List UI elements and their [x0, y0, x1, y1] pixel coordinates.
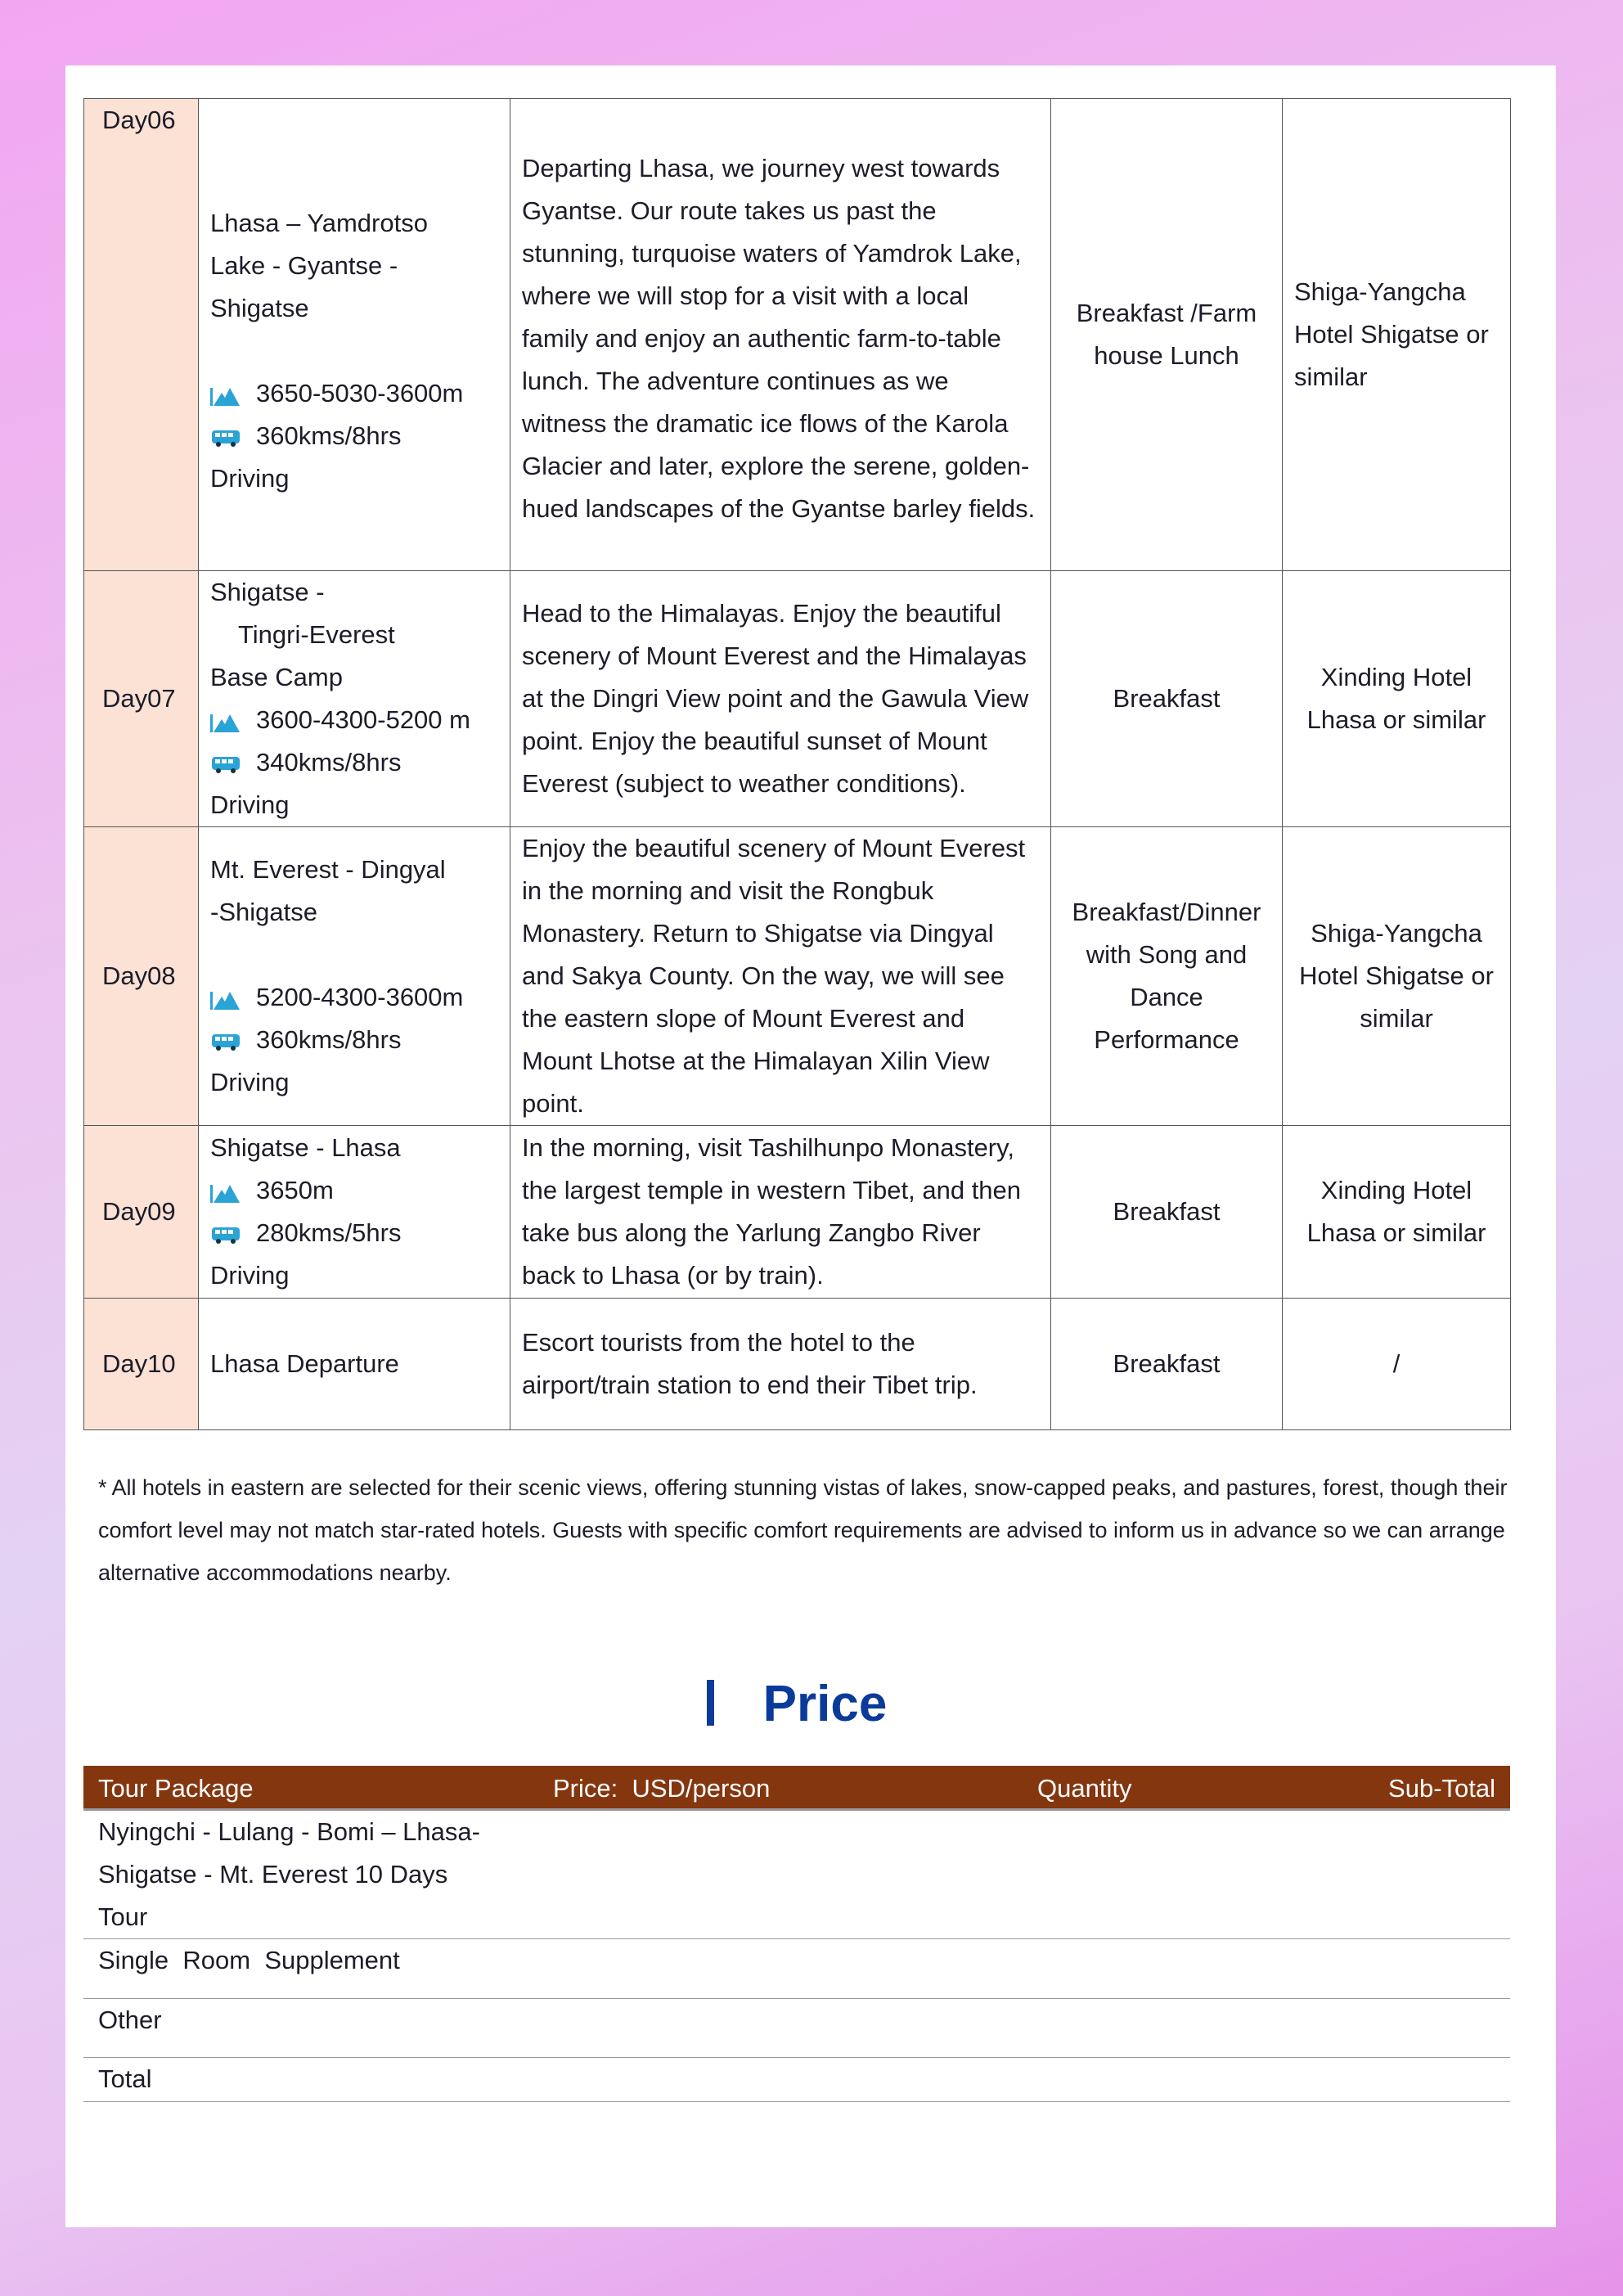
row-label: Single Room Supplement: [98, 1946, 400, 1974]
transport-mode: Driving: [210, 1068, 290, 1096]
header-subtotal: Sub-Total: [1388, 1774, 1495, 1803]
row-label: Other: [98, 2006, 162, 2034]
meals-cell: Breakfast/Dinner with Song and Dance Performance: [1051, 827, 1283, 1126]
header-quantity: Quantity: [1037, 1774, 1132, 1803]
transport-mode: Driving: [210, 464, 290, 493]
hotel-cell: Shiga-Yangcha Hotel Shigatse or similar: [1283, 827, 1511, 1126]
mountain-altitude-icon: [210, 711, 241, 732]
meals-cell: Breakfast /Farm house Lunch: [1051, 99, 1283, 571]
header-tour-package: Tour Package: [98, 1774, 254, 1803]
day-cell: Day09: [84, 1126, 199, 1299]
bus-icon: [210, 754, 241, 775]
itinerary-row: [84, 99, 1511, 571]
altitude-line: [210, 1169, 498, 1212]
hotel-cell: Xinding Hotel Lhasa or similar: [1283, 1126, 1511, 1299]
route-cell: [199, 1299, 510, 1430]
distance-line: [210, 741, 498, 784]
distance-text: 360kms/8hrs: [256, 1025, 402, 1054]
route-line: Lhasa – Yamdrotso: [210, 209, 428, 237]
altitude-line: [210, 976, 498, 1019]
page-content: [83, 98, 1510, 2102]
description-cell: Departing Lhasa, we journey west towards Gyantse. Our route takes us past the stunning, turquoise waters of Yamdrok Lake, where we will stop for a visit with a local family and enjoy an authentic farm-to-table lunch. The adventure continues as we witness the dramatic ice flows of the Karola Glacier and later, explore the serene, golden-hued landscapes of the Gyantse barley fields.: [510, 99, 1051, 571]
itinerary-row: [84, 571, 1511, 827]
route-line: Lake - Gyantse -: [210, 251, 398, 280]
title-bar-icon: [707, 1680, 714, 1726]
hotel-cell: Shiga-Yangcha Hotel Shigatse or similar: [1283, 99, 1511, 571]
row-label: Nyingchi - Lulang - Bomi – Lhasa-Shigatse - Mt. Everest 10 Days Tour: [98, 1817, 480, 1931]
day-cell: Day08: [84, 827, 199, 1126]
price-row-other: [83, 1999, 1510, 2058]
description-cell: Escort tourists from the hotel to the airport/train station to end their Tibet trip.: [510, 1299, 1051, 1430]
itinerary-row: [84, 1126, 1511, 1299]
distance-text: 280kms/5hrs: [256, 1218, 402, 1247]
route-cell: [199, 571, 510, 827]
route-line: -Shigatse: [210, 898, 317, 926]
itinerary-row: [84, 1299, 1511, 1430]
distance-line: [210, 415, 498, 457]
route-line: Shigatse: [210, 294, 309, 322]
hotel-footnote: * All hotels in eastern are selected for their scenic views, offering stunning vistas of lakes, snow-capped peaks, and pastures, forest, though their comfort level may not match star-rated hotels. Guests with specific comfort requirements are advised to inform us in advance so we can arrange alternative accommodations nearby.: [98, 1475, 1508, 1585]
price-row-single-room: [83, 1939, 1510, 1999]
route-line: Shigatse - Lhasa: [210, 1133, 401, 1162]
route-line: Lhasa Departure: [210, 1349, 399, 1378]
route-cell: [199, 1126, 510, 1299]
meals-cell: Breakfast: [1051, 1126, 1283, 1299]
price-row-total: [83, 2058, 1510, 2102]
bus-icon: [210, 1031, 241, 1052]
day-cell: Day10: [84, 1299, 199, 1430]
distance-line: [210, 1212, 498, 1254]
route-line: Base Camp: [210, 663, 343, 691]
description-cell: Enjoy the beautiful scenery of Mount Everest in the morning and visit the Rongbuk Monastery. Return to Shigatse via Dingyal and Sakya County. On the way, we will see the eastern slope of Mount Everest and Mount Lhotse at the Himalayan Xilin View point.: [510, 827, 1051, 1126]
altitude-line: [210, 699, 498, 741]
bus-icon: [210, 427, 241, 448]
altitude-line: [210, 372, 498, 415]
route-line: Mt. Everest - Dingyal: [210, 855, 446, 884]
distance-text: 340kms/8hrs: [256, 748, 402, 777]
price-table-header: [83, 1766, 1510, 1811]
price-title-text: Price: [762, 1676, 888, 1732]
row-label: Total: [98, 2064, 152, 2093]
transport-mode: Driving: [210, 1261, 290, 1290]
meals-cell: Breakfast: [1051, 571, 1283, 827]
meals-cell: Breakfast: [1051, 1299, 1283, 1430]
price-row-tour: [83, 1811, 1510, 1939]
altitude-text: 3650-5030-3600m: [256, 379, 464, 407]
description-cell: In the morning, visit Tashilhunpo Monastery, the largest temple in western Tibet, and then take bus along the Yarlung Zangbo River back to Lhasa (or by train).: [510, 1126, 1051, 1299]
day-cell: Day07: [84, 571, 199, 827]
header-price: Price: USD/person: [553, 1774, 771, 1803]
mountain-altitude-icon: [210, 1182, 241, 1203]
mountain-altitude-icon: [210, 385, 241, 406]
altitude-text: 3600-4300-5200 m: [256, 705, 470, 734]
mountain-altitude-icon: [210, 988, 241, 1010]
description-cell: Head to the Himalayas. Enjoy the beautiful scenery of Mount Everest and the Himalayas at the Dingri View point and the Gawula View point. Enjoy the beautiful sunset of Mount Everest (subject to weather conditions).: [510, 571, 1051, 827]
bus-icon: [210, 1224, 241, 1245]
hotel-cell: Xinding Hotel Lhasa or similar: [1283, 571, 1511, 827]
itinerary-table: [83, 98, 1511, 1430]
route-line: Tingri-Everest: [238, 620, 395, 649]
route-line: Shigatse -: [210, 578, 325, 606]
itinerary-row: [84, 827, 1511, 1126]
distance-line: [210, 1019, 498, 1061]
day-cell: Day06: [84, 99, 199, 571]
route-cell: [199, 827, 510, 1126]
price-section-title: [83, 1668, 1510, 1741]
altitude-text: 3650m: [256, 1176, 334, 1204]
hotel-cell: /: [1283, 1299, 1511, 1430]
distance-text: 360kms/8hrs: [256, 421, 402, 450]
route-cell: [199, 99, 510, 571]
altitude-text: 5200-4300-3600m: [256, 983, 464, 1011]
transport-mode: Driving: [210, 790, 290, 819]
